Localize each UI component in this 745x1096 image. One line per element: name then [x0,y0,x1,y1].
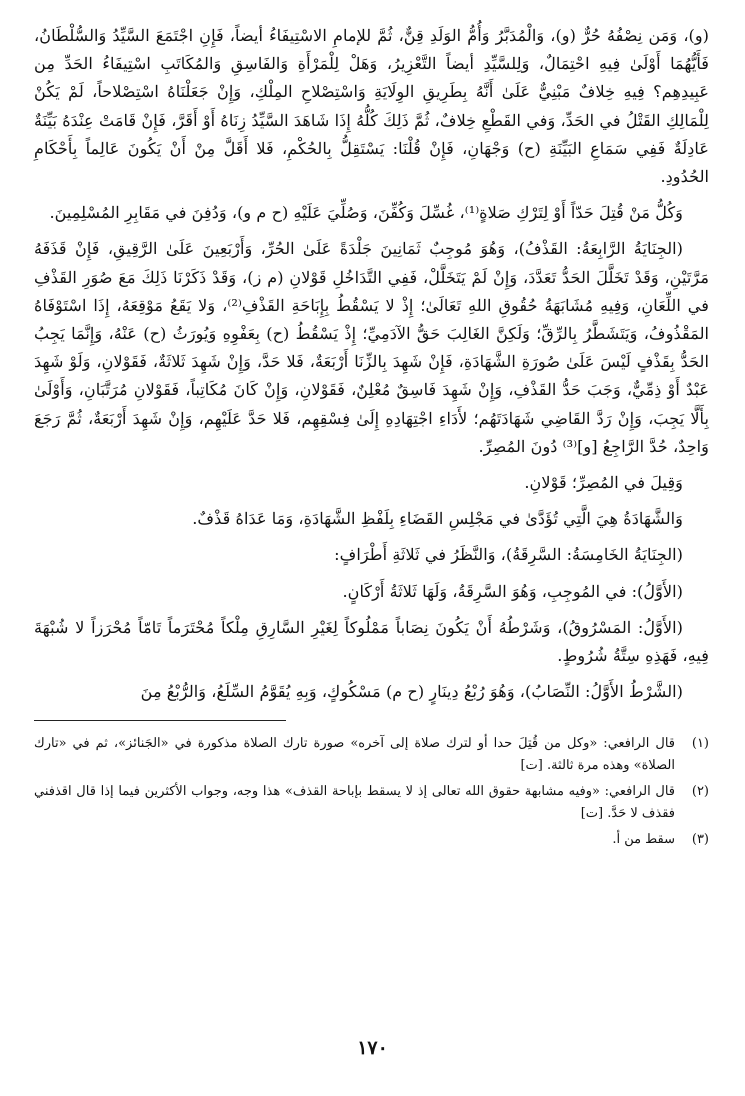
paragraph: (الجِنَايَةُ الخَامِسَةُ: السَّرِقَةُ)، وَالنَّظَرُ في ثَلاثَةِ أَطْرَافٍ: [334,545,683,565]
paragraph: وَالشَّهَادَةُ هِيَ الَّتِي تُؤَدَّىٰ في مَجْلِسِ القَضَاءِ بِلَفْظِ الشَّهَادَةِ، وَمَا عَدَاهُ قَذْفٌ. [192,509,683,529]
footnote-text: سقط من أ. [612,832,675,848]
footnote-text: قال الرافعي: «وكل من قُتِلَ حدا أو لترك صلاة إلى آخره» صورة تارك الصلاة مذكورة في «الجَنائز»، ثم في «تارك الصلاة» وهذه مرة ثالثة. [ت] [34,736,675,773]
footnote [34,781,709,824]
paragraph: (الأَوَّلُ): في المُوجِبِ، وَهُوَ السَّرِقَةُ، وَلَهَا ثَلاثَةُ أَرْكَانٍ. [342,581,683,601]
paragraph: وَكُلُّ مَنْ قُتِلَ حَدّاً أَوْ لِتَرْكِ صَلاةٍ⁽¹⁾، غُسِّلَ وَكُفِّنَ، وَصُلِّيَ عَلَيْهِ (ح م و)، وَدُفِنَ في مَقَابِرِ المُسْلِمِينَ. [49,203,683,223]
footnotes [34,733,709,851]
footnote-separator [34,720,286,721]
page-number: ١٧٠ [357,1037,388,1059]
paragraph: (الجِنَايَةُ الرَّابِعَةُ: القَذْفُ)، وَهُوَ مُوجِبٌ ثَمَانِينَ جَلْدَةً عَلَىٰ الحُرِّ، وَأَرْبَعِينَ عَلَىٰ الرَّقِيقِ، فَإِنْ قَذَفَهُ مَرَّتَيْنِ، وَقَدْ تَخَلَّلَ الحَدُّ تَعَدَّدَ، وَإِنْ لَمْ يَتَخَلَّلْ، فَفِي التَّدَاخُلِ قَوْلانِ (م ز)، وَقَدْ ذَكَرْنَا ذَلِكَ مَعَ صُوَرِ القَذْفِ في اللِّعَانِ، وَفِيهِ مُشَابَهَةُ حُقُوقِ اللهِ تَعَالَىٰ؛ إِذْ لا يَسْقُطُ بِإِبَاحَةِ القَذْفِ⁽²⁾، وَلا يَقَعُ مَوْقِعَهُ، إِذَا اسْتَوْفَاهُ المَقْذُوفُ، وَيَتَشَطَّرُ بِالرِّقِّ؛ وَلَكِنَّ الغَالِبَ حَقُّ الآدَمِيِّ؛ إِذْ يَسْقُطُ (ح) بِعَفْوِهِ وَيُورَثُ (ح) عَنْهُ، وَإِنَّمَا يَجِبُ الحَدُّ بِقَذْفٍ لَيْسَ عَلَىٰ صُورَةِ الشَّهَادَةِ، فَإِنْ شَهِدَ بِالزِّنَا أَرْبَعَةٌ، فَلا حَدَّ، وَإِنْ شَهِدَ ثَلاثَةٌ، فَقَوْلانِ، وَلَوْ شَهِدَ عَبْدٌ أَوْ ذِمِّيٌّ، وَجَبَ حَدُّ القَذْفِ، وَإِنْ شَهِدَ فَاسِقٌ مُعْلِنٌ، فَقَوْلانِ، وَإِنْ كَانَ مُكَاتِباً، فَقَوْلانِ مُرَتَّبَانِ، وَأَوْلَىٰ بِأَلَّا يَجِبَ، وَإِنْ رَدَّ القَاضِي شَهَادَتَهُم؛ لأَدَاءِ اجْتِهَادِهِ إِلَىٰ فِسْقِهِم، فَلا حَدَّ عَلَيْهِم، وَإِنْ شَهِدَ أَرْبَعَةٌ، ثُمَّ رَجَعَ وَاحِدٌ، حُدَّ الرَّاجِعُ [و]⁽³⁾ دُونَ المُصِرِّ. [34,239,709,456]
main-text [34,22,709,706]
footnote [34,829,709,851]
paragraph: (الشَّرْطُ الأَوَّلُ: النِّصَابُ)، وَهُوَ رُبْعُ دِينَارٍ (ح م) مَسْكُوكٍ، وَبِهِ يُقَوَّمُ السِّلَعُ، وَالرُّبْعُ مِنَ [140,682,683,702]
paragraph: (الأَوَّلُ: المَسْرُوقُ)، وَشَرْطُهُ أَنْ يَكُونَ نِصَاباً مَمْلُوكاً لِغَيْرِ السَّارِقِ مِلْكاً مُحْتَرَماً تَامّاً مُحْرَزاً لا شُبْهَةَ فِيهِ، فَهَذِهِ سِتَّةُ شُرُوطٍ. [34,617,709,666]
paragraph: وَقِيلَ في المُصِرِّ؛ قَوْلانِ. [524,473,683,493]
footnote-number: (١) [691,736,709,752]
footnote-number: (٣) [691,832,709,848]
paragraph: (و)، وَمَن نِصْفُهُ حُرٌّ (و)، وَالْمُدَبَّرُ وَأُمُّ الوَلَدِ قِنٌّ، ثُمَّ للإمامِ الاسْتِيفَاءُ أيضاً، فَإِنِ اجْتَمَعَ السَّيِّدُ وَالسُّلْطَانُ، فَأَيُّهُمَا أَوْلَىٰ فِيهِ احْتِمَالٌ، وَلِلسَّيِّدِ أيضاً التَّعْزِيرُ، وَهَلْ لِلْمَرْأَةِ وَالفَاسِقِ وَالمُكَاتَبِ اسْتِيفَاءُ الحَدِّ مِن عَبِيدِهِم؟ فِيهِ خِلافٌ مَبْنِيٌّ عَلَىٰ أَنَّهُ بِطَرِيقِ الوِلَايَةِ وَاسْتِصْلاحِ المِلْكِ، وَإِنْ جَعَلْنَاهُ اسْتِصْلاحاً، لَمْ يَكُنْ لِلْمَالِكِ القَتْلُ في الحَدِّ، وَفي القَطْعِ خِلافٌ، ثُمَّ ذَلِكَ كُلُّهُ إِذَا شَاهَدَ السَّيِّدُ زِنَاهُ أَوْ أَقَرَّ، فَإِنْ قَامَتْ عِنْدَهُ بَيِّنَةٌ عَادِلَةٌ فَفِي سَمَاعِ البَيِّنَةِ (ح) وَجْهَانِ، فَإِنْ قُلْنَا: يَسْتَقِلُّ بِالحُكْمِ، فَلا أَقَلَّ مِنْ أَنْ يَكُونَ عَالِماً بِأَحْكَامِ الحُدُودِ. [34,26,709,187]
footnote [34,733,709,776]
footnote-number: (٢) [691,784,709,800]
footnote-text: قال الرافعي: «وفيه مشابهة حقوق الله تعالى إذ لا يسقط بإباحة القذف» هذا وجه، وجواب الأكثرين فيما إذا قال اقذفني فقذف لا حَدَّ. [ت] [34,784,675,821]
